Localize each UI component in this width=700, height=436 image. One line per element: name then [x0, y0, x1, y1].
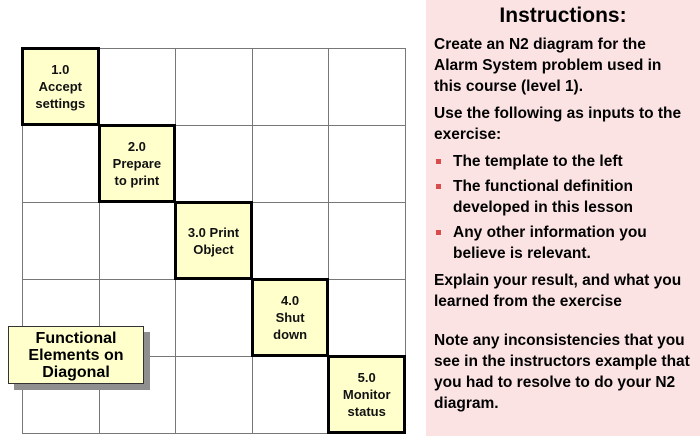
grid-cell: [23, 126, 100, 203]
bullet-text: The functional definition developed in this lesson: [453, 178, 634, 216]
bullet-text: Any other information you believe is relevant.: [453, 224, 647, 262]
list-item: [434, 222, 692, 264]
function-box-4: [251, 278, 330, 357]
grid-cell: [253, 126, 330, 203]
instructions-note: Note any inconsistencies that you see in the instructors example that you had to resolve to do your N2 diagram.: [434, 332, 690, 412]
list-item: [434, 176, 692, 218]
grid-cell: [176, 280, 253, 357]
grid-cell: [329, 280, 406, 357]
function-box-1: [21, 47, 100, 126]
function-label-1: 1.0 Accept settings: [35, 62, 86, 111]
square-bullet-icon: [436, 159, 441, 164]
function-label-2: 2.0 Prepare to print: [112, 139, 162, 188]
inputs-list: [434, 151, 692, 264]
instructions-panel: [426, 0, 700, 436]
instructions-explain: Explain your result, and what you learned from the exercise: [434, 272, 682, 310]
function-box-2: [98, 124, 177, 203]
grid-cell: [329, 49, 406, 126]
list-item: [434, 151, 692, 172]
grid-cell: [253, 49, 330, 126]
grid-cell: [176, 357, 253, 434]
grid-cell: [329, 126, 406, 203]
function-label-4: 4.0 Shut down: [273, 293, 308, 342]
bullet-text: The template to the left: [453, 153, 623, 170]
instructions-intro: Create an N2 diagram for the Alarm System problem used in this course (level 1).: [434, 36, 662, 95]
grid-cell: [176, 49, 253, 126]
grid-cell: [23, 203, 100, 280]
function-label-5: 5.0 Monitor status: [342, 370, 391, 419]
grid-cell: [176, 126, 253, 203]
grid-cell: [329, 203, 406, 280]
square-bullet-icon: [436, 230, 441, 235]
grid-cell: [253, 357, 330, 434]
instructions-title: Instructions:: [499, 4, 627, 27]
function-label-3: 3.0 Print Object: [187, 224, 240, 257]
function-box-5: [327, 355, 406, 434]
instructions-inputs-lead: Use the following as inputs to the exercise:: [434, 105, 682, 143]
function-box-3: [174, 201, 253, 280]
square-bullet-icon: [436, 184, 441, 189]
callout-text: Functional Elements on Diagonal: [28, 329, 124, 381]
diagonal-callout: [8, 326, 144, 384]
grid-cell: [253, 203, 330, 280]
grid-cell: [100, 49, 177, 126]
grid-cell: [100, 203, 177, 280]
